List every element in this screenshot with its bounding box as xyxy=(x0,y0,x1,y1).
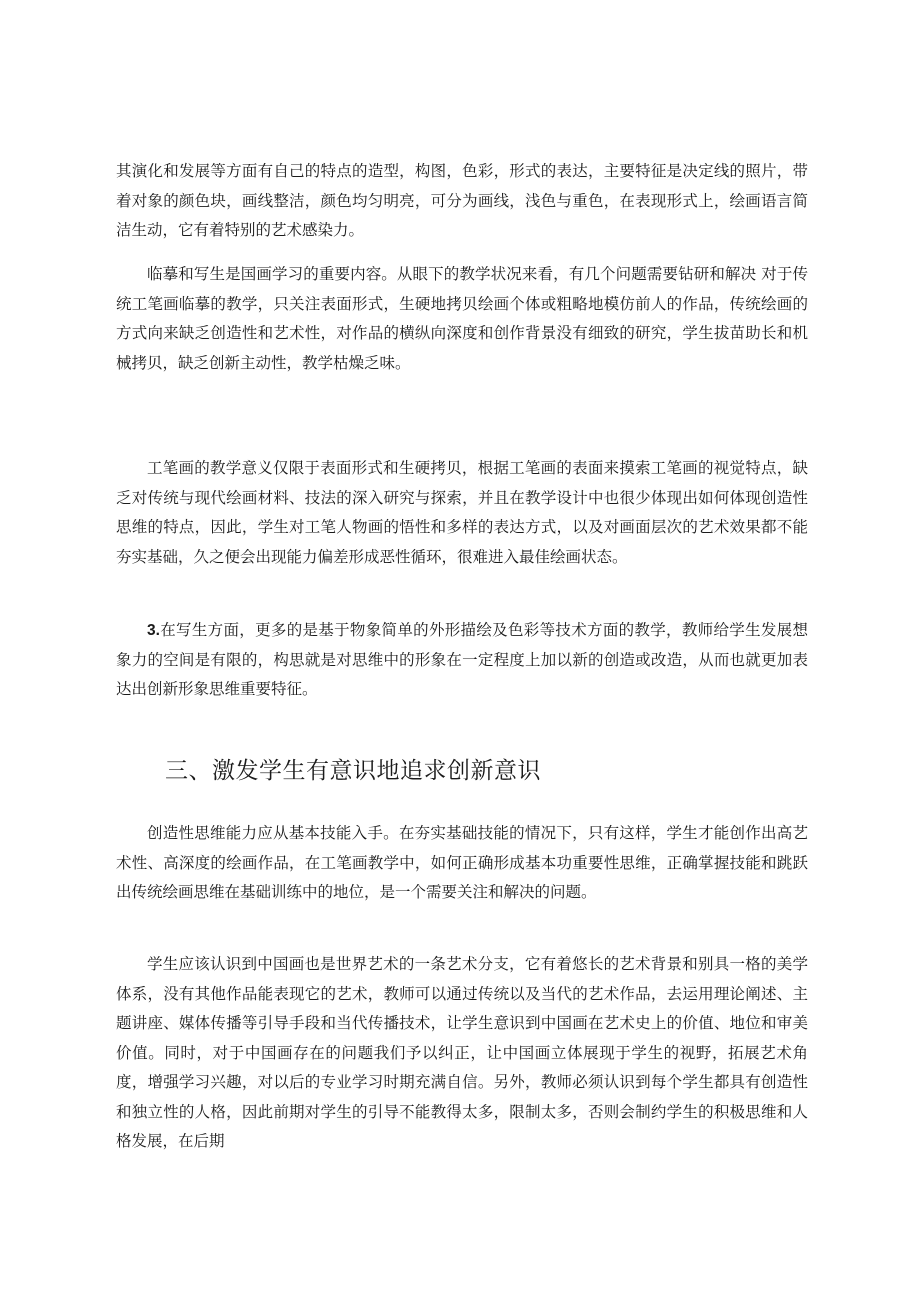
paragraph-4-text: 在写生方面，更多的是基于物象简单的外形描绘及色彩等技术方面的教学，教师给学生发展想象力的空间是有限的，构思就是对思维中的形象在一定程度上加以新的创造或改造，从而也就更加表达出创新形象思维重要特征。 xyxy=(116,621,808,698)
paragraph-2: 临摹和写生是国画学习的重要内容。从眼下的教学状况来看，有几个问题需要钻研和解决 对于传统工笔画临摹的教学，只关注表面形式，生硬地拷贝绘画个体或粗略地模仿前人的作品，传统绘画的方式向来缺乏创造性和艺术性，对作品的横纵向深度和创作背景没有细致的研究，学生拔苗助长和机械拷贝，缺乏创新主动性，教学枯燥乏味。 xyxy=(116,265,808,372)
paragraph-4 xyxy=(116,616,808,705)
paragraph-4-number: 3. xyxy=(147,622,160,639)
paragraph-1: 其演化和发展等方面有自己的特点的造型，构图，色彩，形式的表达，主要特征是决定线的照片，带着对象的颜色块，画线整洁，颜色均匀明亮，可分为画线，浅色与重色，在表现形式上，绘画语言简洁生动，它有着特别的艺术感染力。 xyxy=(116,162,808,239)
paragraph-6: 学生应该认识到中国画也是世界艺术的一条艺术分支，它有着悠长的艺术背景和别具一格的美学体系，没有其他作品能表现它的艺术，教师可以通过传统以及当代的艺术作品，去运用理论阐述、主题讲座、媒体传播等引导手段和当代传播技术，让学生意识到中国画在艺术史上的价值、地位和审美价值。同时，对于中国画存在的问题我们予以纠正，让中国画立体展现于学生的视野，拓展艺术角度，增强学习兴趣，对以后的专业学习时期充满自信。另外，教师必须认识到每个学生都具有创造性和独立性的人格，因此前期对学生的引导不能教得太多，限制太多，否则会制约学生的积极思维和人格发展，在后期 xyxy=(116,955,808,1150)
paragraph-3: 工笔画的教学意义仅限于表面形式和生硬拷贝，根据工笔画的表面来摸索工笔画的视觉特点，缺乏对传统与现代绘画材料、技法的深入研究与探索，并且在教学设计中也很少体现出如何体现创造性思维的特点，因此，学生对工笔人物画的悟性和多样的表达方式，以及对画面层次的艺术效果都不能夯实基础，久之便会出现能力偏差形成恶性循环，很难进入最佳绘画状态。 xyxy=(116,459,808,566)
section-heading: 三、激发学生有意识地追求创新意识 xyxy=(165,758,541,784)
paragraph-5: 创造性思维能力应从基本技能入手。在夯实基础技能的情况下，只有这样，学生才能创作出高艺术性、高深度的绘画作品，在工笔画教学中，如何正确形成基本功重要性思维，正确掌握技能和跳跃出传统绘画思维在基础训练中的地位，是一个需要关注和解决的问题。 xyxy=(116,824,808,901)
